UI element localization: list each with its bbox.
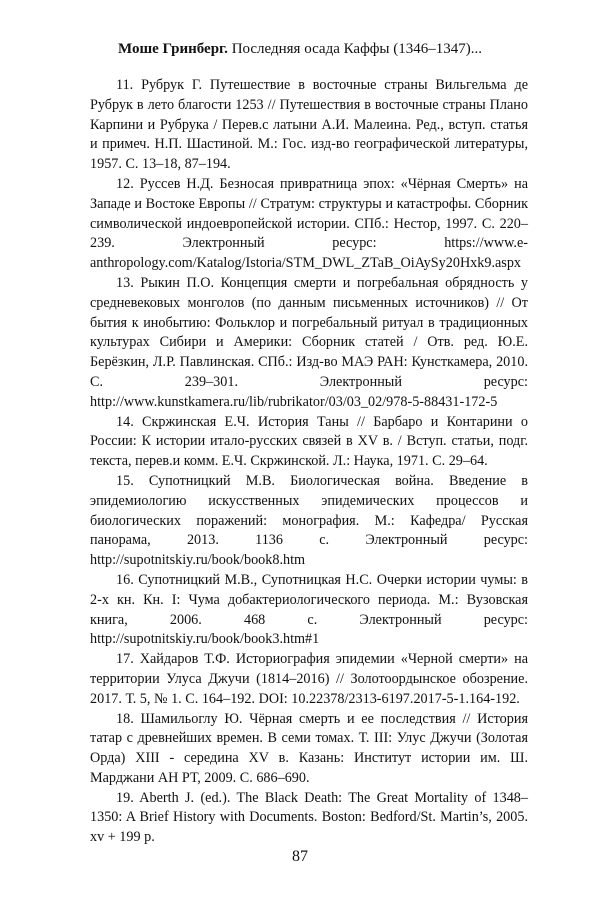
reference-item-17: 17. Хайдаров Т.Ф. Историография эпидемии «Черной смерти» на территории Улуса Джучи (1814–2016) // Золотоордынское обозрение. 2017. Т. 5, № 1. С. 164–192. DOI: 10.22378/2313-6197.2017-5-1.164-192. (90, 651, 528, 707)
reference-item-13: 13. Рыкин П.О. Концепция смерти и погребальная обрядность у средневековых монголов (по данным письменных источников) // От бытия к инобытию: Фольклор и погребальный ритуал в традиционных культурах Сибири и Америки: Сборник статей / Отв. ред. Ю.Е. Берёзкин, Л.Р. Павлинская. СПб.: Изд-во МАЭ РАН: Кунсткамера, 2010. С. 239–301. Электронный ресурс: http://www.kunstkamera.ru/lib/rubrikator/03/03_02/978-5-88431-172-5 (90, 274, 528, 410)
header-title: Последняя осада Каффы (1346–1347)... (227, 41, 482, 57)
running-header (0, 40, 600, 58)
reference-item-18: 18. Шамильоглу Ю. Чёрная смерть и ее последствия // История татар с древнейших времен. В семи томах. Т. III: Улус Джучи (Золотая Орда) XIII - середина XV в. Казань: Институт истории им. Ш. Марджани АН РТ, 2009. С. 686–690. (90, 710, 528, 786)
reference-list (90, 76, 528, 848)
reference-item-12: 12. Руссев Н.Д. Безносая привратница эпох: «Чёрная Смерть» на Западе и Востоке Европы // Стратум: структуры и катастрофы. Сборник символической индоевропейской истории. СПб.: Нестор, 1997. С. 220–239. Электронный ресурс: https://www.e-anthropology.com/Katalog/Istoria/STM_DWL_ZTaB_OiAySy20Hxk9.aspx (90, 175, 528, 272)
page-number: 87 (292, 848, 308, 865)
reference-item-14: 14. Скржинская Е.Ч. История Таны // Барбаро и Контарини о России: К истории итало-русских связей в XV в. / Вступ. статьи, подг. текста, перев.и комм. Е.Ч. Скржинской. Л.: Наука, 1971. С. 29–64. (90, 413, 528, 470)
reference-item-11: 11. Рубрук Г. Путешествие в восточные страны Вильгельма де Рубрук в лето благости 1253 // Путешествия в восточные страны Плано Карпини и Рубрука / Перев.с латыни А.И. Малеина. Ред., вступ. статья и примеч. Н.П. Шастиной. М.: Гос. изд-во географической литературы, 1957. С. 13–18, 87–194. (90, 77, 528, 173)
header-author: Моше Гринберг. (118, 41, 228, 57)
reference-item-19: 19. Aberth J. (ed.). The Black Death: The Great Mortality of 1348–1350: A Brief History with Documents. Boston: Bedford/St. Martin’s, 2005. xv + 199 p. (90, 789, 528, 846)
reference-item-16: 16. Супотницкий М.В., Супотницкая Н.С. Очерки истории чумы: в 2-х кн. Кн. I: Чума добактериологического периода. М.: Вузовская книга, 2006. 468 с. Электронный ресурс: http://supotnitskiy.ru/book/book3.htm#1 (90, 571, 528, 648)
reference-item-15: 15. Супотницкий М.В. Биологическая война. Введение в эпидемиологию искусственных эпидемических процессов и биологических поражений: монография. М.: Кафедра/ Русская панорама, 2013. 1136 с. Электронный ресурс: http://supotnitskiy.ru/book/book8.htm (90, 472, 528, 569)
